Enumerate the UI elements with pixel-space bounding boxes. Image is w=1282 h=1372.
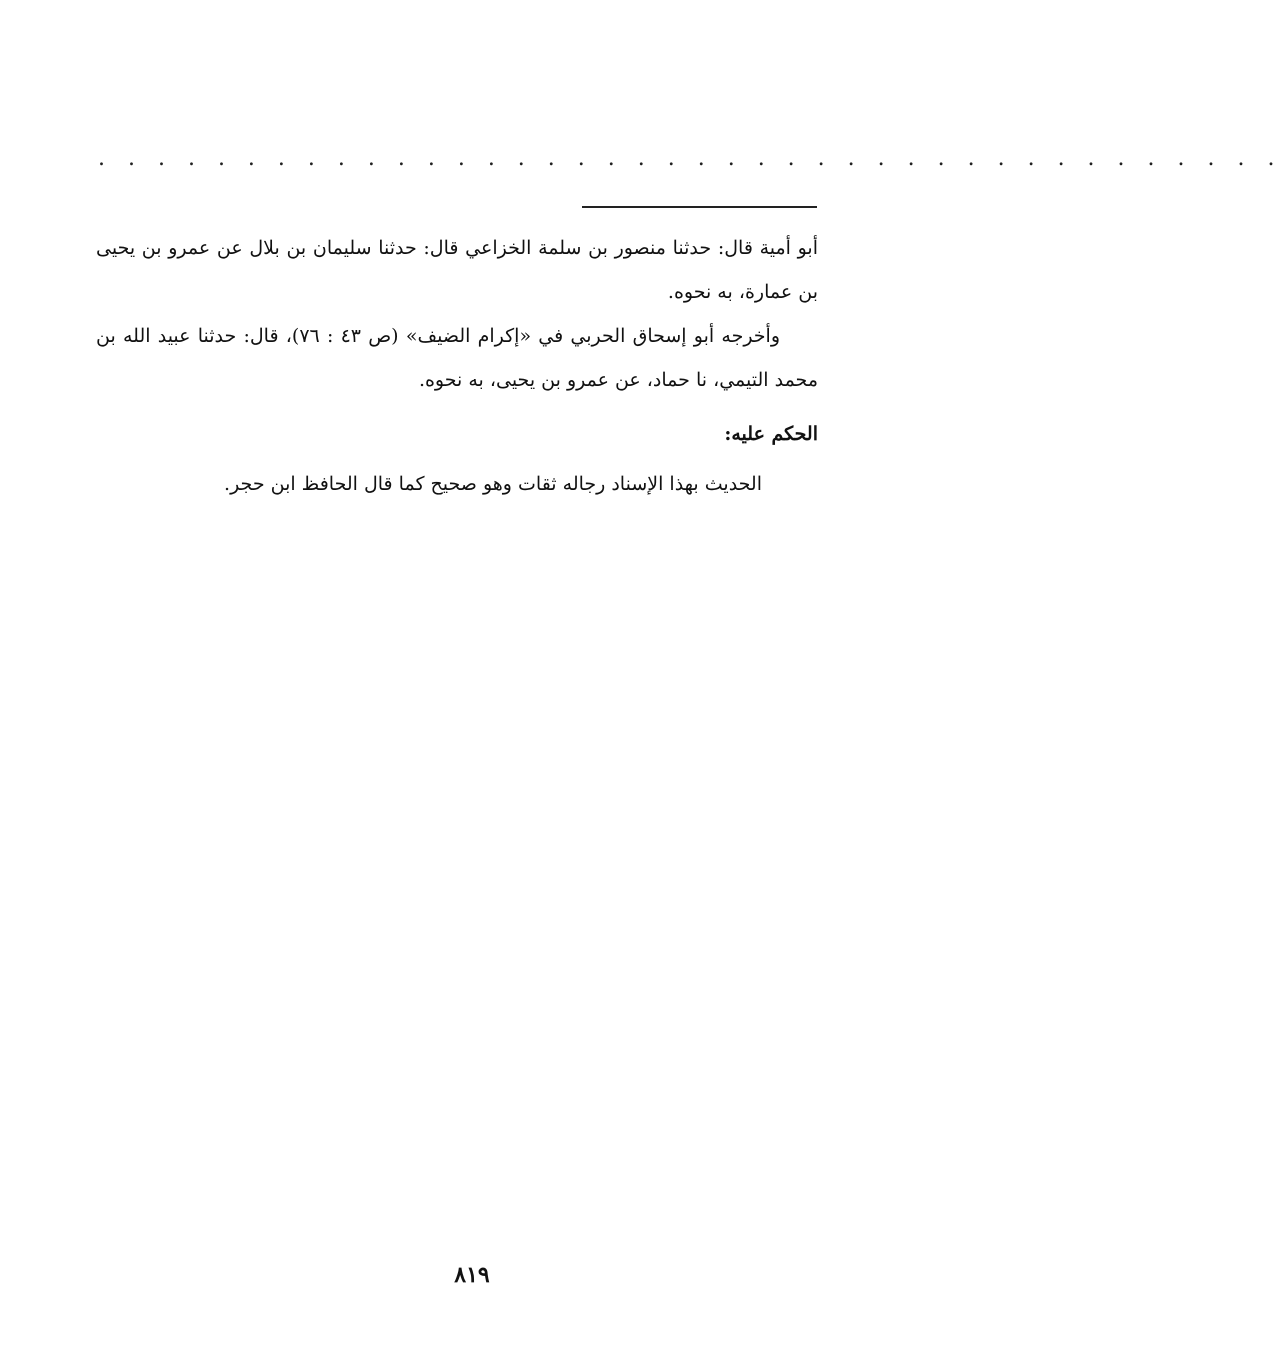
- ruling-heading: الحكم عليه:: [724, 423, 818, 445]
- footnote-divider: [582, 206, 817, 208]
- ruling-text: الحديث بهذا الإسناد رجاله ثقات وهو صحيح كما قال الحافظ ابن حجر.: [224, 473, 762, 495]
- page-body: [96, 226, 818, 506]
- footnote-paragraph-2: وأخرجه أبو إسحاق الحربي في «إكرام الضيف» (ص ٤٣ : ٧٦)، قال: حدثنا عبيد الله بن محمد التيمي، نا حماد، عن عمرو بن يحيى، به نحوه.: [96, 325, 818, 391]
- page-number: ٨١٩: [454, 1262, 490, 1288]
- footnote-paragraph-1: أبو أمية قال: حدثنا منصور بن سلمة الخزاعي قال: حدثنا سليمان بن بلال عن عمرو بن يحيى بن عمارة، به نحوه.: [96, 237, 818, 303]
- separator-dots: . . . . . . . . . . . . . . . . . . . . . . . . . . . . . . . . . . . . . . . .: [98, 146, 1282, 171]
